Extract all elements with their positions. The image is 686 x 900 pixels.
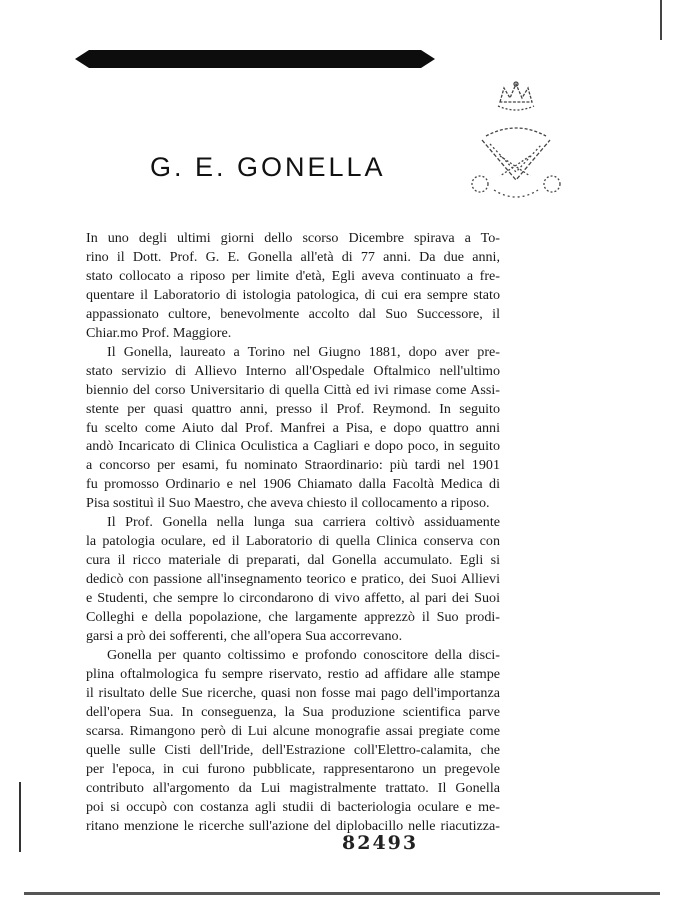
text-line: stente per quasi quattro anni, presso il Prof. Reymond. In seguito <box>86 400 500 417</box>
text-line: andò Incaricato di Clinica Oculistica a Cagliari e dopo poco, in seguito <box>86 438 500 455</box>
text-line: Il Prof. Gonella nella lunga sua carriera coltivò assiduamente <box>107 514 500 531</box>
text-line: dell'opera Sua. In conseguenza, la Sua produzione scientifica parve <box>86 703 500 720</box>
top-decorative-bar <box>75 50 435 68</box>
text-line: dedicò con passione all'insegnamento teorico e pratico, dei Suoi Allievi <box>86 571 500 588</box>
text-line: In uno degli ultimi giorni dello scorso Dicembre spirava a To- <box>86 230 500 246</box>
text-line: a concorso per esami, fu nominato Straordinario: più tardi nel 1901 <box>86 457 500 474</box>
bottom-rule <box>24 892 660 895</box>
text-line: stato collocato a riposo per limite d'età, Egli aveva continuato a fre- <box>86 267 500 284</box>
text-line: scarsa. Rimangono però di Lui alcune monografie assai pregiate come <box>86 722 500 739</box>
text-line: cura il ricco materiale di preparati, dal Gonella accumulato. Egli si <box>86 552 500 569</box>
text-line: Chiar.mo Prof. Maggiore. <box>86 324 232 341</box>
text-line: biennio del corso Universitario di quella Città ed ivi rimase come Assi- <box>86 381 500 398</box>
library-stamp <box>470 80 562 208</box>
text-line: quelle sulle Cisti dell'Iride, dell'Estrazione coll'Elettro-calamita, che <box>86 741 500 758</box>
margin-mark <box>19 782 21 852</box>
text-line: quentare il Laboratorio di istologia patologica, di cui era sempre stato <box>86 286 500 303</box>
page-number: 82493 <box>342 832 419 854</box>
article-body <box>86 229 500 836</box>
text-line: fu promosso Ordinario e nel 1906 Chiamato dalla Facoltà Medica di <box>86 476 500 493</box>
edge-mark <box>660 0 662 40</box>
text-line: per l'epoca, in cui furono pubblicate, rappresentarono un pregevole <box>86 760 500 777</box>
text-line: plina oftalmologica fu sempre riservato, restio ad affidare alle stampe <box>86 665 500 682</box>
text-line: poi si occupò con costanza agli studii di bacteriologia oculare e me- <box>86 798 500 815</box>
text-line: Gonella per quanto coltissimo e profondo conoscitore della disci- <box>107 646 500 663</box>
text-line: garsi a prò dei sofferenti, che all'opera Sua accorrevano. <box>86 628 403 645</box>
text-line: e Studenti, che sempre lo circondarono di vivo affetto, al pari dei Suoi <box>86 590 500 607</box>
text-line: rino il Dott. Prof. G. E. Gonella all'età di 77 anni. Da due anni, <box>86 248 500 265</box>
text-line: fu scelto come Aiuto dal Prof. Manfrei a Pisa, e dopo quattro anni <box>86 419 500 436</box>
text-line: contributo all'argomento da Lui magistralmente trattato. Il Gonella <box>86 779 500 796</box>
text-line: Pisa sostituì il Suo Maestro, che aveva chiesto il collocamento a riposo. <box>86 495 490 512</box>
text-line: Colleghi e della popolazione, che largamente apprezzò il Suo prodi- <box>86 609 500 626</box>
text-line: il risultato delle Sue ricerche, quasi non fosse mai pago dell'importanza <box>86 684 500 701</box>
text-line: ritano menzione le ricerche sull'azione del diplobacillo nelle riacutizza- <box>86 817 500 834</box>
text-line: stato servizio di Allievo Interno all'Ospedale Oftalmico nell'ultimo <box>86 362 500 379</box>
text-line: la patologia oculare, ed il Laboratorio di quella Clinica conserva con <box>86 533 500 550</box>
page-title: G. E. GONELLA <box>150 152 386 182</box>
text-line: Il Gonella, laureato a Torino nel Giugno 1881, dopo aver pre- <box>107 343 500 360</box>
text-line: appassionato cultore, benevolmente accolto dal Suo Successore, il <box>86 305 500 322</box>
